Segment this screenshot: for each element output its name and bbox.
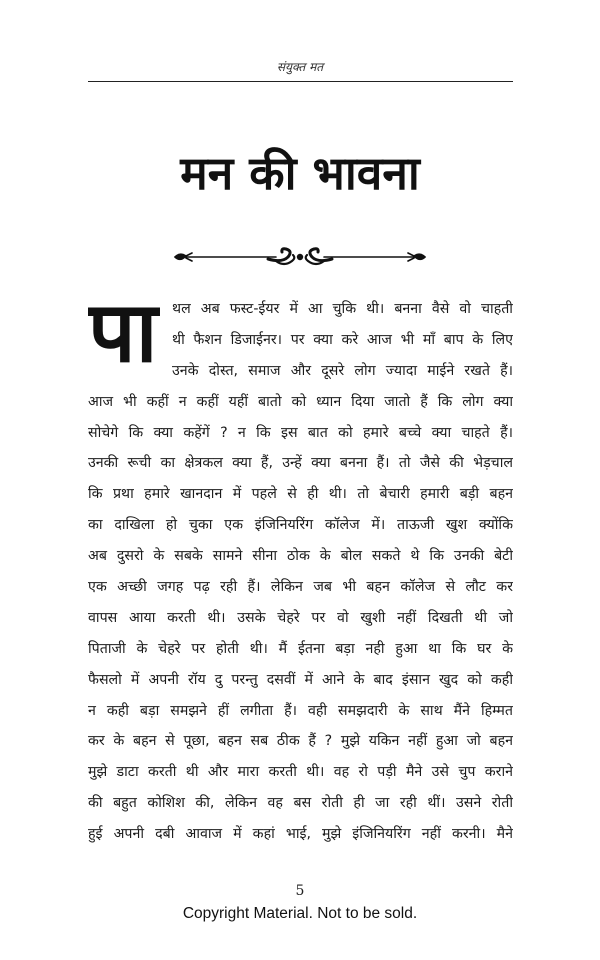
header-divider-rule [88,81,513,82]
text-line: मुझे डाटा करती थी और मारा करती थी। वह रो पड़ी मैने उसे चुप कराने [88,764,513,781]
running-header-title: संयुक्त मत [276,60,324,74]
text-line: फैसलो में अपनी रॉय दु परन्तु दसवीं में आने के बाद इंसान खुद को कही [88,671,513,688]
text-line: की बहुत कोशिश की, लेकिन वह बस रोती ही जा रही थीं। उसने रोती [88,795,513,812]
text-line: हुई अपनी दबी आवाज में कहां भाई, मुझे इंजिनियरिंग नहीं करनी। मैने [88,826,513,843]
ornament-left-scroll [268,249,290,261]
text-line: कर के बहन से पूछा, बहन सब ठीक हैं ? मुझे यकिन नहीं हुआ जो बहन [88,733,513,750]
text-line: थी फैशन डिजाईनर। पर क्या करे आज भी माँ बाप के लिए [172,331,513,348]
paragraph-opening-lines [172,294,513,387]
ornament-center-dot [297,254,303,260]
text-line: न कही बड़ा समझने हीं लगीता हैं। वही समझदारी के साथ मैंने हिम्मत [88,702,513,719]
paragraph-body [88,387,513,850]
copyright-notice: Copyright Material. Not to be sold. [182,905,418,922]
text-line: वापस आया करती थी। उसके चेहरे पर वो खुशी नहीं दिखती थी जो [88,609,513,626]
text-line: उनके दोस्त, समाज और दूसरे लोग ज्यादा माईने रखते हैं। [172,362,513,379]
drop-cap: पा [88,294,158,381]
text-line: कि प्रथा हमारे खानदान में पहले से ही थी। तो बेचारी हमारी बड़ी बहन [88,486,513,503]
text-line: उनकी रूची का क्षेत्रकल क्या हैं, उन्हें क्या बनना हैं। तो जैसे की भेड़चाल [88,455,513,472]
drop-cap-container [88,294,168,384]
text-line: सोचेगे कि क्या कहेंगें ? न कि इस बात को हमारे बच्चे क्या चाहते हैं। [88,424,513,441]
page-number: 5 [295,883,305,899]
ornament-right-scroll [310,249,332,261]
text-line: एक अच्छी जगह पढ़ रही हैं। लेकिन जब भी बहन कॉलेज से लौट कर [88,579,513,596]
text-line: अब दुसरो के सबके सामने सीना ठोक के बोल सकते थे कि उनकी बेटी [88,548,513,565]
ornament-divider-icon [172,243,428,269]
text-line: आज भी कहीं न कहीं यहीं बातो को ध्यान दिया जातो हैं कि लोग क्या [88,393,513,410]
text-line: का दाखिला हो चुका एक इंजिनियरिंग कॉलेज में। ताऊजी खुश क्योंकि [88,517,513,534]
chapter-title: मन की भावना [180,146,420,200]
text-line: थल अब फस्ट-ईयर में आ चुकि थी। बनना वैसे वो चाहती [172,301,513,317]
text-line: पिताजी के चेहरे पर होती थी। मैं ईतना बड़ा नही हुआ था कि घर के [88,640,513,657]
